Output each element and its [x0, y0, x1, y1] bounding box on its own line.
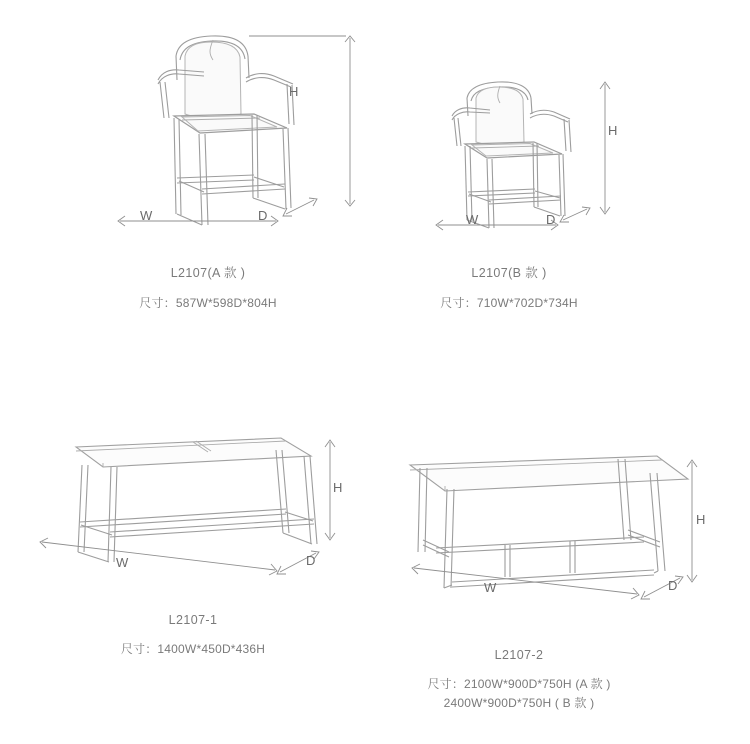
chair-b-dimension: 尺寸：710W*702D*734H	[440, 296, 578, 310]
chair-b-label-d: D	[546, 212, 556, 227]
chair-b-caption	[394, 263, 624, 313]
bench-caption	[28, 613, 358, 659]
table-svg	[392, 440, 712, 630]
chair-a-svg	[78, 18, 308, 233]
chair-b-name: L2107(B 款 )	[471, 266, 547, 280]
bench-label-d: D	[306, 553, 316, 568]
table-dimension-a: 尺寸：2100W*900D*750H (A 款 )	[427, 677, 611, 691]
item-chair-a	[78, 18, 338, 313]
table-dimension-b: 2400W*900D*750H ( B 款 )	[443, 696, 595, 710]
chair-a-dimension: 尺寸：587W*598D*804H	[139, 296, 277, 310]
chair-b-drawing	[430, 70, 645, 235]
bench-label-w: W	[116, 555, 129, 570]
chair-a-drawing	[78, 18, 338, 233]
bench-name: L2107-1	[168, 613, 218, 627]
bench-label-h: H	[333, 480, 343, 495]
chair-b-label-h: H	[608, 123, 618, 138]
table-caption	[394, 648, 644, 713]
table-label-d: D	[668, 578, 678, 593]
table-label-h: H	[696, 512, 706, 527]
table-name: L2107-2	[494, 648, 544, 662]
item-bench	[28, 420, 358, 659]
chair-a-label-h: H	[289, 84, 299, 99]
table-drawing	[392, 440, 712, 630]
table-label-w: W	[484, 580, 497, 595]
chair-a-label-d: D	[258, 208, 268, 223]
item-table	[392, 440, 712, 713]
bench-dimension: 尺寸：1400W*450D*436H	[120, 642, 266, 656]
bench-drawing	[28, 420, 358, 595]
chair-a-label-w: W	[140, 208, 153, 223]
chair-a-caption	[78, 263, 338, 313]
chair-a-name: L2107(A 款 )	[170, 266, 246, 280]
chair-b-svg	[430, 70, 645, 235]
chair-b-label-w: W	[466, 212, 479, 227]
item-chair-b	[430, 70, 645, 313]
bench-svg	[28, 420, 358, 595]
